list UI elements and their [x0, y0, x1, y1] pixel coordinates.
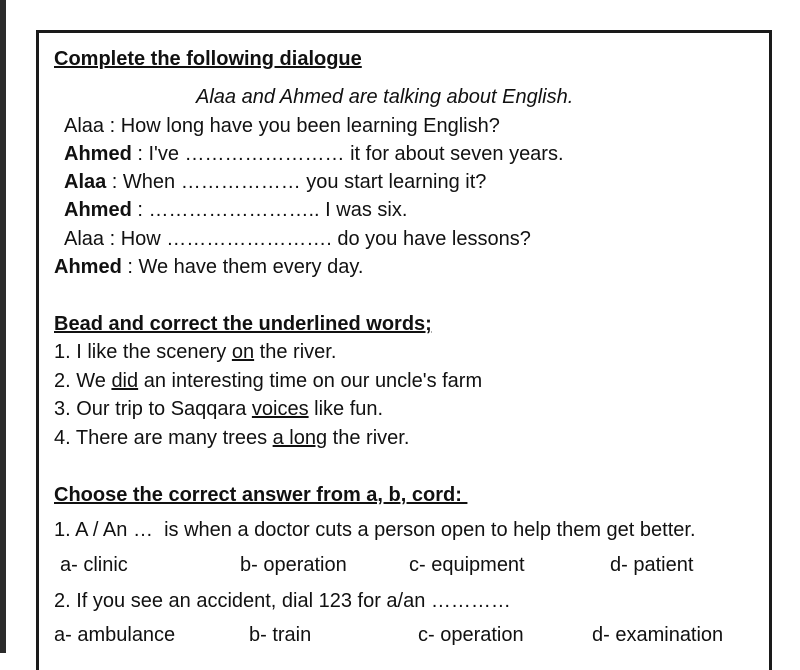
choose-heading: Choose the correct answer from a, b, cord:: [54, 484, 468, 506]
dialogue-text: : How long have you been learning English?: [104, 115, 500, 137]
q2-option-a: a- ambulance: [54, 624, 176, 646]
question-1: 1. A / An … is when a doctor cuts a person open to help them get better.: [54, 519, 696, 541]
speaker-name: Ahmed: [64, 199, 132, 221]
dialogue-text: : We have them every day.: [121, 256, 364, 278]
speaker-name: Ahmed: [54, 256, 122, 278]
dialogue-line-2: [64, 142, 564, 166]
dialogue-line-5: [64, 227, 531, 251]
q1-option-a: a- clinic: [60, 554, 128, 576]
q2-option-b: b- train: [249, 624, 312, 646]
dialogue-text: : …………………….. I was six.: [131, 199, 408, 221]
dialogue-intro: Alaa and Ahmed are talking about English.: [196, 86, 574, 108]
correction-item-3: [54, 397, 383, 421]
item-text: like fun.: [308, 398, 384, 420]
underlined-word: voices: [251, 398, 309, 420]
speaker-name: Alaa: [64, 171, 107, 193]
dialogue-text: : When ……………… you start learning it?: [106, 171, 487, 193]
speaker-name: Alaa: [64, 115, 105, 137]
dialogue-line-6: [54, 255, 363, 279]
item-text: an interesting time on our uncle's farm: [138, 370, 483, 392]
q2-option-d: d- examination: [592, 624, 724, 646]
item-text: 1. I like the scenery: [54, 341, 232, 363]
q2-option-c: c- operation: [418, 624, 524, 646]
item-text: the river.: [254, 341, 337, 363]
correction-item-4: [54, 426, 409, 450]
dialogue-text: : How ……………………. do you have lessons?: [104, 228, 531, 250]
speaker-name: Ahmed: [64, 143, 132, 165]
q1-option-c: c- equipment: [409, 554, 525, 576]
dialogue-line-1: [64, 114, 500, 138]
underlined-word: on: [231, 341, 255, 363]
correction-item-1: [54, 340, 336, 364]
speaker-name: Alaa: [64, 228, 105, 250]
q1-option-b: b- operation: [240, 554, 347, 576]
question-2: 2. If you see an accident, dial 123 for a/an …………: [54, 590, 511, 612]
dialogue-line-4: [64, 198, 407, 222]
dialogue-heading: Complete the following dialogue: [54, 48, 362, 70]
left-edge-bar: [0, 0, 6, 653]
q1-option-d: d- patient: [610, 554, 694, 576]
underlined-word: did: [111, 370, 139, 392]
underlined-word: a long: [272, 427, 328, 449]
item-text: 2. We: [54, 370, 112, 392]
item-text: the river.: [327, 427, 410, 449]
item-text: 3. Our trip to Saqqara: [54, 398, 252, 420]
correction-item-2: [54, 369, 482, 393]
item-text: 4. There are many trees: [54, 427, 273, 449]
dialogue-text: : I've …………………… it for about seven years.: [131, 143, 564, 165]
correction-heading: Bead and correct the underlined words;: [54, 313, 432, 335]
dialogue-line-3: [64, 170, 486, 194]
